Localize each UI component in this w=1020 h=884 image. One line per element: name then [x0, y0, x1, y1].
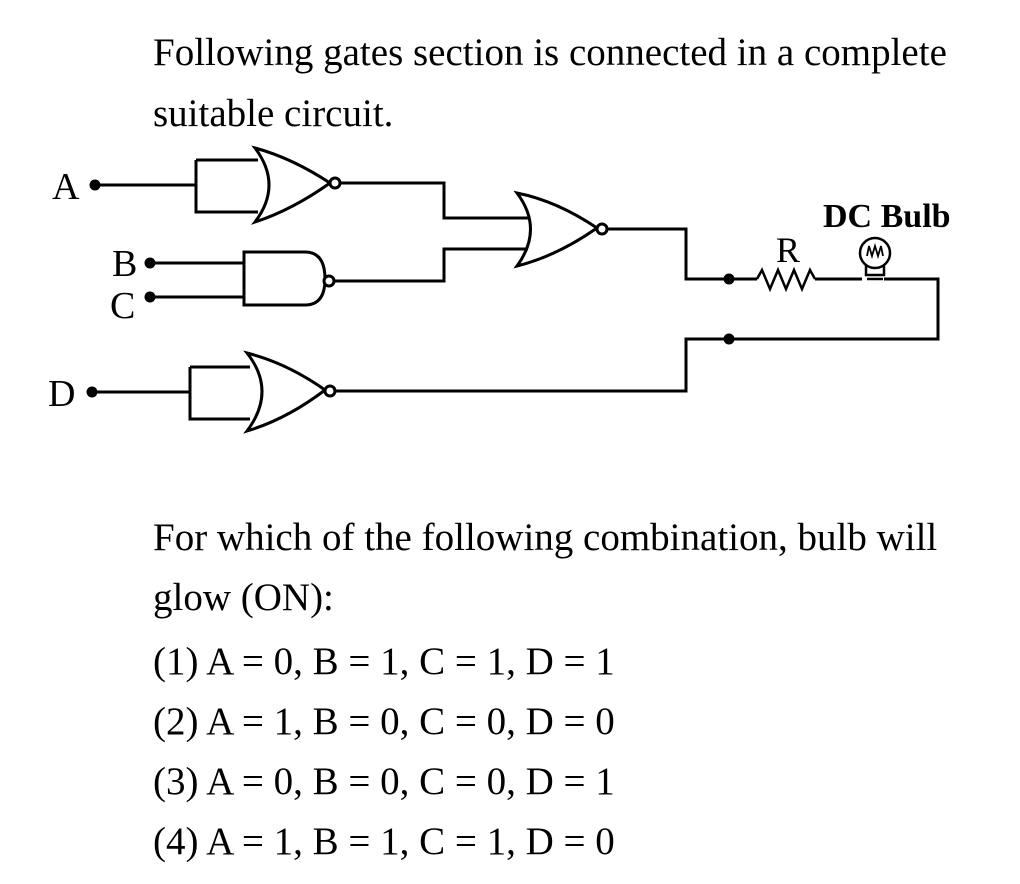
answer-option-2[interactable]: (2) A = 1, B = 0, C = 0, D = 0 [153, 700, 615, 743]
wire-gate3-output [607, 229, 729, 279]
wire-gate1-to-gate3 [340, 183, 528, 218]
resistor-label: R [776, 230, 801, 270]
gate-2-nand [244, 252, 334, 305]
gate-1-nor [196, 148, 340, 222]
gate-3-nor [517, 193, 607, 266]
input-label-b: B [112, 243, 138, 285]
input-label-c: C [110, 285, 136, 327]
wire-gate2-to-gate3 [334, 249, 528, 281]
answer-option-3[interactable]: (3) A = 0, B = 0, C = 0, D = 1 [153, 760, 615, 803]
answer-options [153, 632, 615, 872]
bulb-icon [860, 238, 890, 279]
question-prompt-line-1: For which of the following combination, bulb will [153, 516, 938, 559]
answer-option-1[interactable]: (1) A = 0, B = 1, C = 1, D = 1 [153, 640, 615, 683]
wire-gate4-output [335, 339, 729, 391]
wire-return [729, 279, 938, 339]
input-label-d: D [48, 373, 76, 415]
resistor-icon [757, 270, 815, 289]
gate-4-nor [190, 353, 335, 431]
question-prompt [153, 508, 1003, 628]
question-intro-line-2: suitable circuit. [153, 92, 394, 135]
input-label-a: A [52, 166, 80, 208]
question-intro-line-1: Following gates section is connected in a complete [153, 31, 947, 74]
bulb-label: DC Bulb [823, 198, 951, 235]
question-prompt-line-2: glow (ON): [153, 576, 334, 619]
answer-option-4[interactable]: (4) A = 1, B = 1, C = 1, D = 0 [153, 820, 615, 863]
